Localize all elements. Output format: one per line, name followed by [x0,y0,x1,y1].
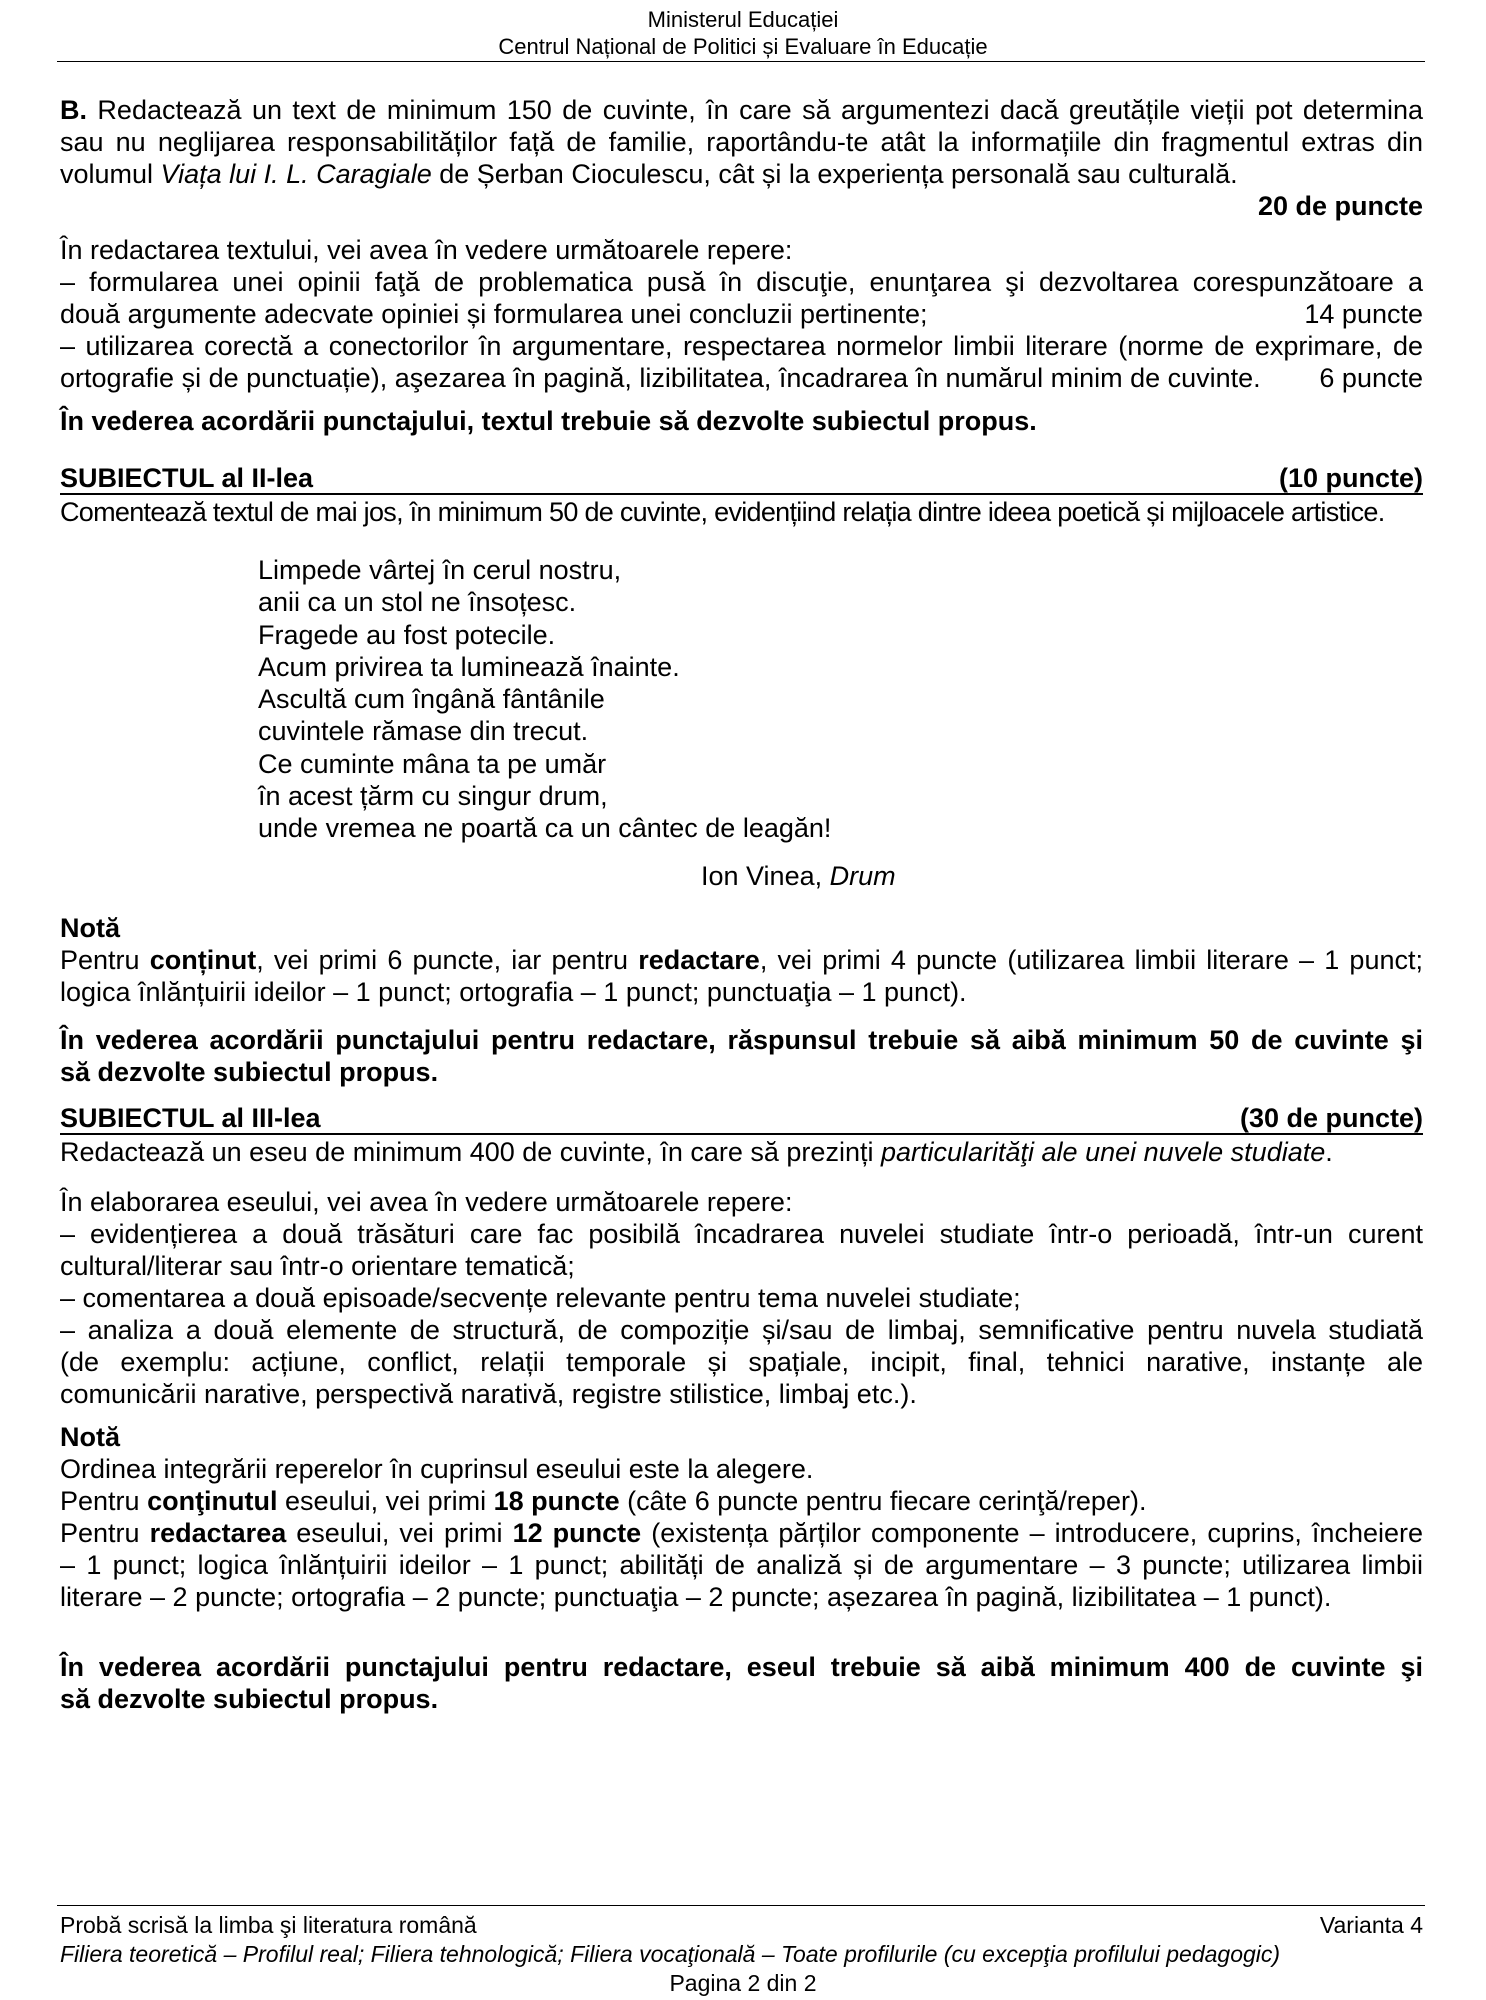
subject3-points: (30 de puncte) [1239,1103,1423,1133]
part-b-guide2-line1: – utilizarea corectă a conectorilor în argumentare, respectarea normelor limbii literare (norme de exprimare, de [60,331,1423,361]
poem [258,554,831,845]
subject3-guide2: – comentarea a două episoade/secvențe relevante pentru tema nuvelei studiate; [60,1283,1021,1313]
subject3-note-line4: – 1 punct; logica înlănțuirii ideilor – 1 punct; abilități de analiză și de argumentare – 3 puncte; utilizarea limbii [60,1550,1423,1580]
header-divider [57,61,1425,62]
part-b-points: 20 de puncte [1257,191,1423,221]
subject3-guide3-line1: – analiza a două elemente de structură, de compoziție și/sau de limbaj, semnificative pentru nuvela studiată [60,1315,1423,1345]
subject2-bold-line2: să dezvolte subiectul propus. [60,1057,439,1087]
part-b-bold-note: În vederea acordării punctajului, textul trebuie să dezvolte subiectul propus. [60,406,1037,436]
part-b-line2: sau nu neglijarea responsabilităților față de familie, raportându-te atât la informațiile din fragmentul extras din [60,127,1423,157]
subject2-bold-line1: În vederea acordării punctajului pentru redactare, răspunsul trebuie să aibă minimum 50 de cuvinte şi [60,1025,1423,1055]
poem-line: anii ca un stol ne însoțesc. [258,587,577,618]
subject3-note-line1: Ordinea integrării reperelor în cuprinsul eseului este la alegere. [60,1454,814,1484]
subject2-note-line2: logica înlănțuirii ideilor – 1 punct; ortografia – 1 punct; punctuaţia – 1 punct). [60,977,967,1007]
poem-attribution: Ion Vinea, Drum [701,861,896,891]
poem-line: unde vremea ne poartă ca un cântec de leagăn! [258,813,832,844]
subject2-note-line1: Pentru conținut, vei primi 6 puncte, iar pentru redactare, vei primi 4 puncte (utilizarea limbii literare – 1 punct; [60,945,1423,975]
subject3-note-line3: Pentru redactarea eseului, vei primi 12 puncte (existența părților componente – introducere, cuprins, încheiere [60,1518,1423,1548]
subject3-guide1-line1: – evidențierea a două trăsături care fac posibilă încadrarea nuvelei studiate într-o perioadă, într-un curent [60,1219,1423,1249]
part-b-guide1-line2: două argumente adecvate opiniei și formularea unei concluzii pertinente; 14 puncte [60,299,1423,329]
poem-line: Ascultă cum îngână fântânile [258,684,605,715]
guide2-points: 6 puncte [1319,363,1423,393]
footer-line1 [60,1911,1423,1940]
footer-divider [57,1905,1425,1906]
poem-line: în acest țărm cu singur drum, [258,781,608,812]
subject3-heading [60,1103,1423,1135]
part-b-line1: B. Redactează un text de minimum 150 de cuvinte, în care să argumentezi dacă greutățile vieții pot determina [60,95,1423,125]
subject2-points: (10 puncte) [1278,463,1423,493]
subject3-instruction: Redactează un eseu de minimum 400 de cuvinte, în care să prezinți particularităţi ale unei nuvele studiate. [60,1137,1333,1167]
subject3-guide3-line2: (de exemplu: acțiune, conflict, relații temporale și spațiale, incipit, final, tehnici narative, instanțe ale [60,1347,1423,1377]
subject3-bold-line1: În vederea acordării punctajului pentru redactare, eseul trebuie să aibă minimum 400 de cuvinte şi [60,1652,1423,1682]
header-center: Centrul Național de Politici și Evaluare în Educație [498,34,988,59]
poem-title: Drum [829,861,896,891]
page-header [0,6,1486,60]
poem-line: Fragede au fost potecile. [258,619,556,650]
subject2-title: SUBIECTUL al II-lea [60,463,314,493]
part-b-guide1-line1: – formularea unei opinii faţă de problematica pusă în discuţie, enunţarea şi dezvoltarea corespunzătoare a [60,267,1423,297]
part-b-line3: volumul Viața lui I. L. Caragiale de Șerban Cioculescu, cât și la experiența personală sau culturală. [60,159,1238,189]
poem-line: cuvintele rămase din trecut. [258,716,589,747]
subject2-instruction: Comentează textul de mai jos, în minimum 50 de cuvinte, evidențiind relația dintre ideea poetică și mijloacele artistice. [60,497,1385,527]
subject3-note-line5: literare – 2 puncte; ortografia – 2 puncte; punctuaţia – 2 puncte; așezarea în pagină, lizibilitatea – 1 punct). [60,1582,1332,1612]
page-number: Pagina 2 din 2 [669,1970,817,1996]
guide1-points: 14 puncte [1304,299,1423,329]
subject3-guide3-line3: comunicării narative, perspectivă narativă, registre stilistice, limbaj etc.). [60,1379,917,1409]
footer-line2: Filiera teoretică – Profilul real; Filiera tehnologică; Filiera vocaţională – Toate profilurile (cu excepţia profilului pedagogic) [60,1941,1281,1967]
subject3-bold-line2: să dezvolte subiectul propus. [60,1684,439,1714]
subject3-guide1-line2: cultural/literar sau într-o orientare tematică; [60,1251,575,1281]
subject3-note-title: Notă [60,1422,120,1452]
book-title: Viața lui I. L. Caragiale [160,159,432,189]
part-b-guide2-line2: ortografie și de punctuație), aşezarea în pagină, lizibilitatea, încadrarea în numărul minim de cuvinte. 6 puncte [60,363,1423,393]
subject3-title: SUBIECTUL al III-lea [60,1103,321,1133]
footer-exam: Probă scrisă la limba şi literatura română [60,1912,477,1938]
header-ministry: Ministerul Educației [647,7,839,32]
subject3-guide-intro: În elaborarea eseului, vei avea în vedere următoarele repere: [60,1187,793,1217]
part-b-label: B. [60,95,87,125]
poem-line: Limpede vârtej în cerul nostru, [258,555,622,585]
footer-variant: Varianta 4 [1319,1912,1423,1938]
subject2-note-title: Notă [60,913,120,943]
part-b-guide-intro: În redactarea textului, vei avea în vedere următoarele repere: [60,235,793,265]
poem-line: Ce cuminte mâna ta pe umăr [258,748,607,779]
subject2-heading [60,463,1423,495]
subject3-note-line2: Pentru conţinutul eseului, vei primi 18 puncte (câte 6 puncte pentru fiecare cerinţă/reper). [60,1486,1147,1516]
poem-line: Acum privirea ta luminează înainte. [258,651,680,682]
